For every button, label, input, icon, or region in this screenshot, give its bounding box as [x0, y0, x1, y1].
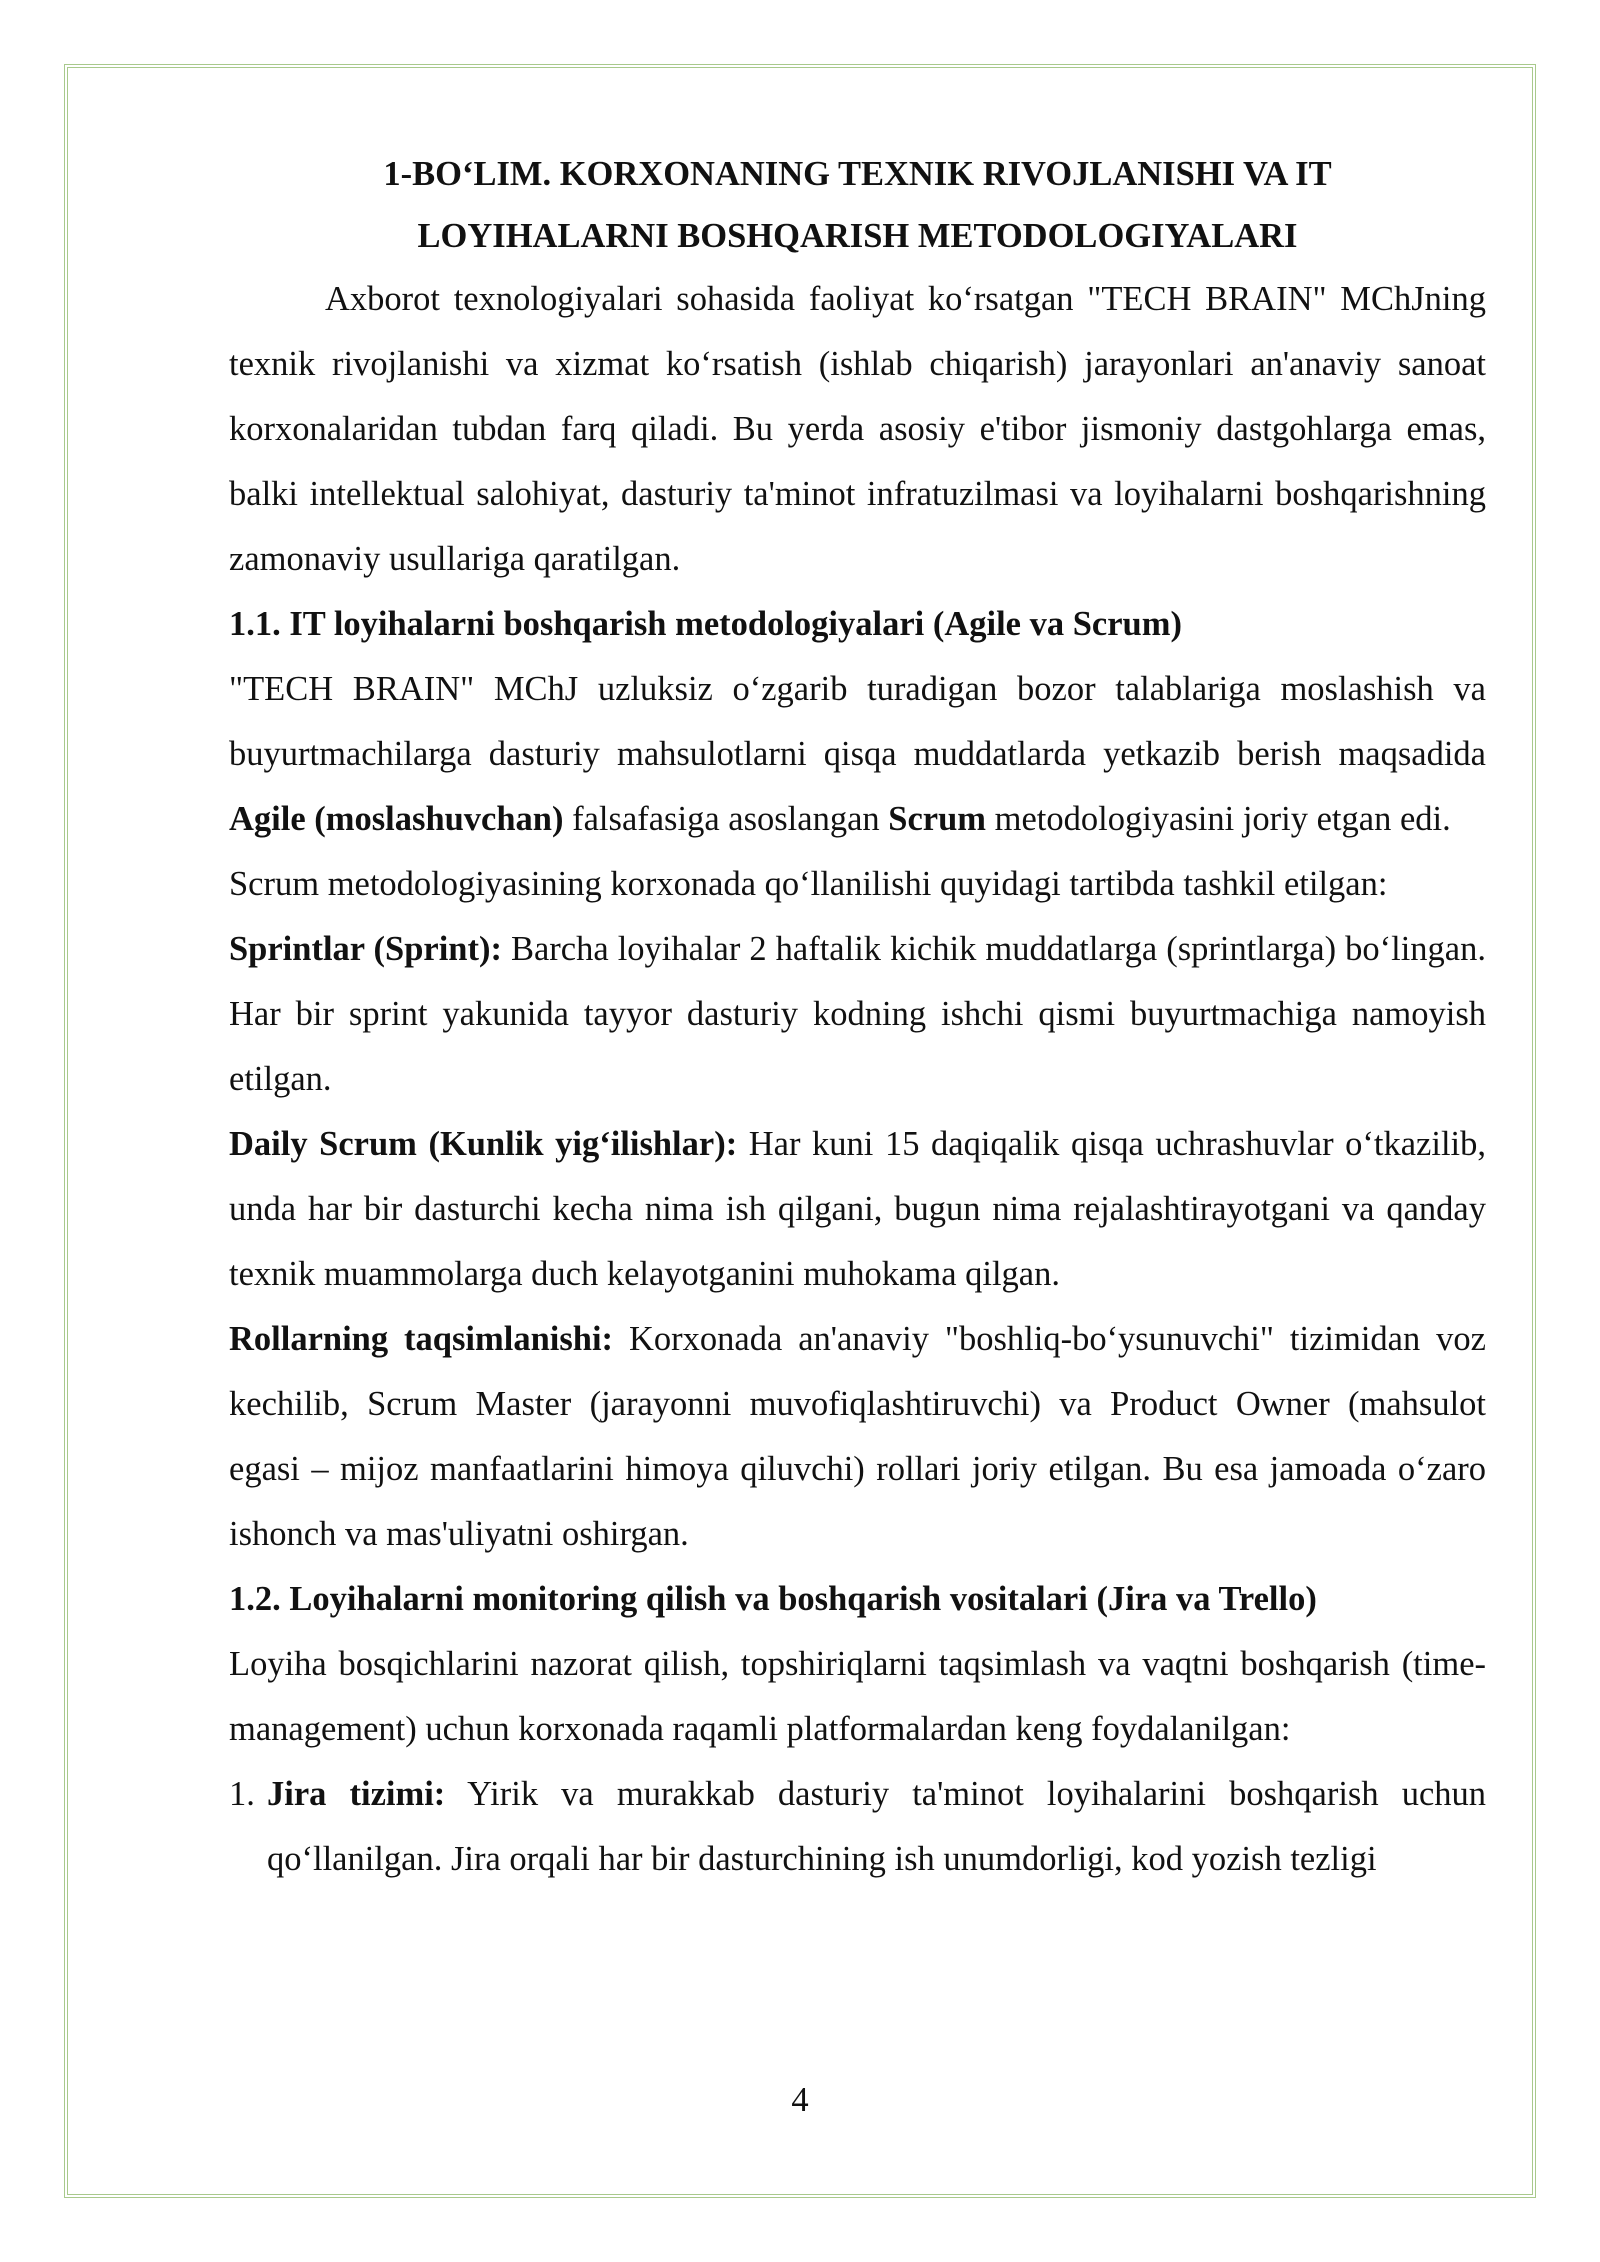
daily-scrum-label: Daily Scrum (Kunlik yig‘ilishlar): [229, 1125, 738, 1163]
chapter-title [229, 143, 1486, 267]
chapter-title-line-1: 1-BO‘LIM. KORXONANING TEXNIK RIVOJLANISHI VA IT [383, 155, 1332, 193]
jira-text: Yirik va murakkab dasturiy ta'minot loyihalarini boshqarish uchun qo‘llanilgan. Jira orqali har bir dasturchining ish unumdorligi, kod yozish tezligi [267, 1775, 1487, 1878]
document-body [229, 143, 1486, 1892]
agile-text-c: falsafasiga asoslangan [563, 800, 889, 838]
intro-paragraph: Axborot texnologiyalari sohasida faoliyat ko‘rsatgan "TECH BRAIN" MChJning texnik rivojlanishi va xizmat ko‘rsatish (ishlab chiqarish) jarayonlari an'anaviy sanoat korxonalaridan tubdan farq qiladi. Bu yerda asosiy e'tibor jismoniy dastgohlarga emas, balki intellektual salohiyat, dasturiy ta'minot infratuzilmasi va loyihalarni boshqarishning zamonaviy usullariga qaratilgan. [229, 280, 1486, 578]
roles-text: Korxonada an'anaviy "boshliq-bo‘ysunuvchi" tizimidan voz kechilib, Scrum Master (jarayonni muvofiqlashtiruvchi) va Product Owner (mahsulot egasi – mijoz manfaatlarini himoya qiluvchi) rollari joriy etilgan. Bu esa jamoada o‘zaro ishonch va mas'uliyatni oshirgan. [229, 1320, 1486, 1553]
roles-label: Rollarning taqsimlanishi: [229, 1320, 614, 1358]
scrum-term: Scrum [888, 800, 987, 838]
list-item [229, 1762, 1486, 1892]
scrum-intro-paragraph: Scrum metodologiyasining korxonada qo‘llanilishi quyidagi tartibda tashkil etilgan: [229, 865, 1388, 903]
sprint-paragraph [229, 917, 1486, 1112]
agile-text-d: metodologiyasini joriy etgan edi. [986, 800, 1451, 838]
sprint-label: Sprintlar (Sprint): [229, 930, 502, 968]
section-1-2-heading: 1.2. Loyihalarni monitoring qilish va boshqarish vositalari (Jira va Trello) [229, 1580, 1317, 1618]
list-item-body [267, 1762, 1486, 1892]
daily-scrum-text: Har kuni 15 daqiqalik qisqa uchrashuvlar o‘tkazilib, unda har bir dasturchi kecha nima ish qilgani, bugun nima rejalashtirayotgani va qanday texnik muammolarga duch kelayotganini muhokama qilgan. [229, 1125, 1486, 1293]
roles-paragraph [229, 1307, 1486, 1567]
monitoring-paragraph: Loyiha bosqichlarini nazorat qilish, topshiriqlarni taqsimlash va vaqtni boshqarish (time-management) uchun korxonada raqamli platformalardan keng foydalanilgan: [229, 1645, 1486, 1748]
page-number: 4 [791, 2081, 809, 2119]
jira-label: Jira tizimi: [267, 1775, 446, 1813]
agile-scrum-paragraph [229, 657, 1486, 852]
section-1-1-heading: 1.1. IT loyihalarni boshqarish metodologiyalari (Agile va Scrum) [229, 605, 1182, 643]
daily-scrum-paragraph [229, 1112, 1486, 1307]
chapter-title-line-2: LOYIHALARNI BOSHQARISH METODOLOGIYALARI [417, 217, 1298, 255]
list-item-number: 1. [229, 1775, 255, 1813]
agile-text-a: "TECH BRAIN" MChJ uzluksiz o‘zgarib turadigan bozor talablariga moslashish va buyurtmachilarga dasturiy mahsulotlarni qisqa muddatlarda yetkazib berish maqsadida [229, 670, 1486, 773]
sprint-text: Barcha loyihalar 2 haftalik kichik muddatlarga (sprintlarga) bo‘lingan. Har bir sprint yakunida tayyor dasturiy kodning ishchi qismi buyurtmachiga namoyish etilgan. [229, 930, 1486, 1098]
agile-term: Agile (moslashuvchan) [229, 800, 564, 838]
